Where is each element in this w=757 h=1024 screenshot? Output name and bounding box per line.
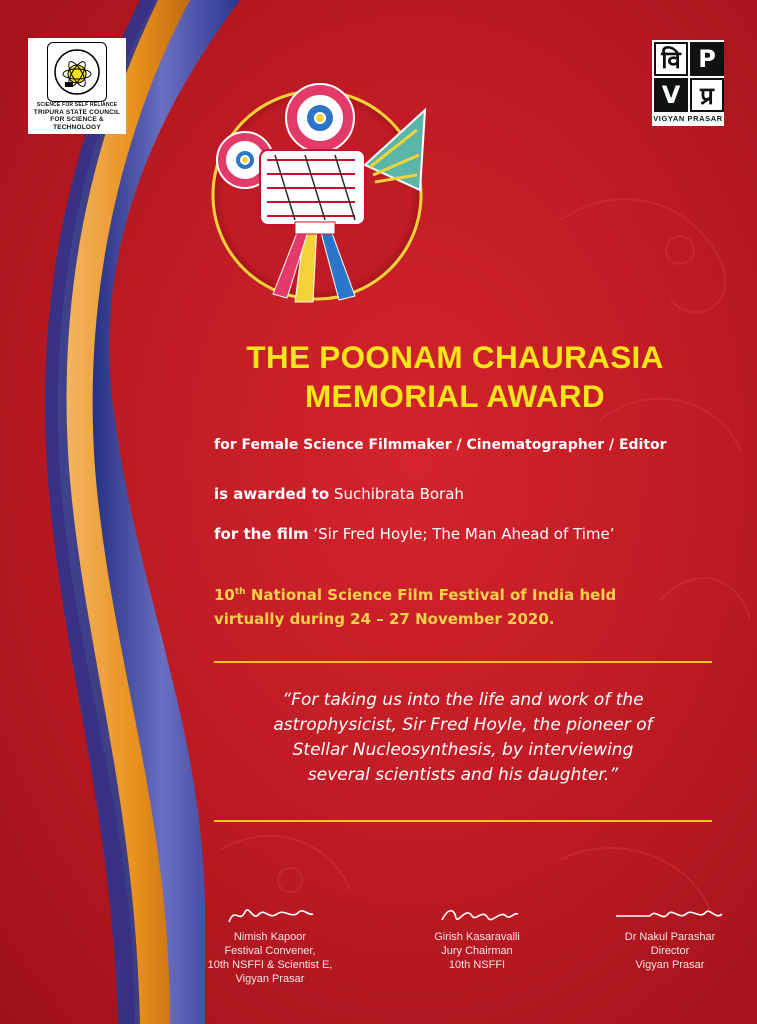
film-prefix: for the film xyxy=(214,525,309,543)
vigyan-prasar-logo xyxy=(652,40,724,126)
signatory-name: Dr Nakul Parashar xyxy=(624,931,716,943)
signature-block-jury xyxy=(397,902,557,972)
logo-caption-line1: TRIPURA STATE COUNCIL xyxy=(33,108,121,116)
signatory-name: Girish Kasaravalli xyxy=(434,931,520,943)
vp-cell-p: P xyxy=(690,42,724,76)
signature-block-convener xyxy=(190,902,350,986)
signature-mark-icon xyxy=(190,902,350,930)
signatory-name: Nimish Kapoor xyxy=(233,931,307,943)
citation-line3: Stellar Nucleosynthesis, by interviewing xyxy=(292,740,634,760)
signature-block-director xyxy=(590,902,750,972)
film-camera-emblem-icon xyxy=(205,70,430,305)
festival-info xyxy=(214,580,616,631)
logo-caption-line2: FOR SCIENCE & TECHNOLOGY xyxy=(50,116,104,131)
signatory-role-2: Vigyan Prasar xyxy=(635,959,705,971)
vp-cell-vi: वि xyxy=(654,42,688,76)
citation-quote xyxy=(214,688,712,788)
signature-mark-icon xyxy=(590,902,750,930)
awarded-prefix: is awarded to xyxy=(214,485,330,503)
signatory-role-1: Festival Convener, xyxy=(224,945,316,957)
signatory-role-1: Jury Chairman xyxy=(441,945,513,957)
award-category: for Female Science Filmmaker / Cinematographer / Editor xyxy=(214,437,667,453)
vp-caption: VIGYAN PRASAR xyxy=(653,114,723,123)
atom-emblem-icon xyxy=(47,42,107,102)
awardee-name: Suchibrata Borah xyxy=(333,485,464,503)
festival-line2: virtually during 24 – 27 November 2020. xyxy=(214,610,555,628)
signatory-role-1: Director xyxy=(650,945,690,957)
award-title-line2: MEMORIAL AWARD xyxy=(305,378,605,414)
film-title: ‘Sir Fred Hoyle; The Man Ahead of Time’ xyxy=(313,525,615,543)
citation-line1: “For taking us into the life and work of the xyxy=(282,690,644,710)
award-title-line1: THE POONAM CHAURASIA xyxy=(246,339,664,375)
film-line xyxy=(214,525,614,543)
signatory-role-3: Vigyan Prasar xyxy=(235,973,305,985)
logo-arc-text: SCIENCE FOR SELF RELIANCE xyxy=(36,102,118,108)
citation-line4: several scientists and his daughter.” xyxy=(307,765,619,785)
award-title xyxy=(150,338,757,416)
divider-top xyxy=(214,661,712,663)
awardee-line xyxy=(214,485,464,503)
vp-cell-v: V xyxy=(654,78,688,112)
vp-cell-pra: प्र xyxy=(690,78,724,112)
festival-ordinal: th xyxy=(234,587,246,597)
festival-line1: National Science Film Festival of India held xyxy=(250,586,617,604)
tscst-logo xyxy=(28,38,126,134)
festival-number: 10 xyxy=(214,586,235,604)
signatory-role-2: 10th NSFFI xyxy=(448,959,506,971)
divider-bottom xyxy=(214,820,712,822)
signatory-role-2: 10th NSFFI & Scientist E, xyxy=(207,959,333,971)
signature-mark-icon xyxy=(397,902,557,930)
citation-line2: astrophysicist, Sir Fred Hoyle, the pioneer of xyxy=(273,715,653,735)
